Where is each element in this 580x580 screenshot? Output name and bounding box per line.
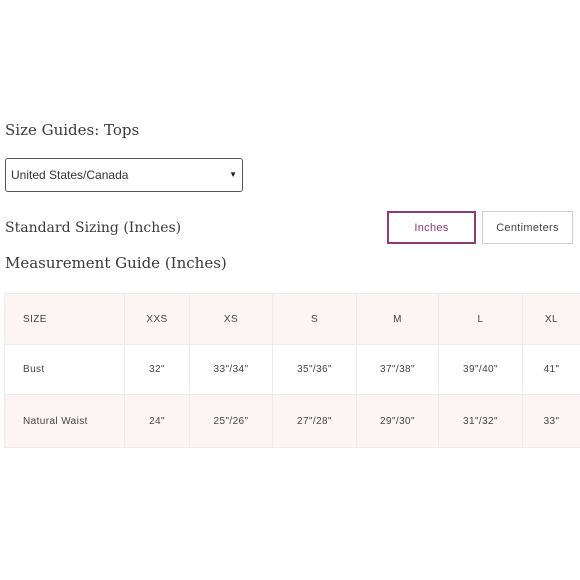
table-cell: 29"/30"	[357, 395, 439, 448]
centimeters-button[interactable]: Centimeters	[482, 211, 573, 244]
table-cell: 24"	[125, 395, 190, 448]
table-cell: 33"	[523, 395, 580, 448]
row-label: Bust	[5, 345, 125, 395]
table-header-cell: XS	[190, 294, 273, 345]
table-header-cell: XL	[523, 294, 580, 345]
table-header-cell: M	[357, 294, 439, 345]
table-header-cell: L	[439, 294, 523, 345]
table-cell: 39"/40"	[439, 345, 523, 395]
table-row	[5, 395, 580, 448]
table-cell: 32"	[125, 345, 190, 395]
table-cell: 25"/26"	[190, 395, 273, 448]
table-row	[5, 345, 580, 395]
sizing-title: Standard Sizing (Inches)	[5, 220, 182, 236]
region-select-value: United States/Canada	[11, 168, 129, 182]
caret-down-icon: ▼	[229, 170, 237, 179]
table-cell: 33"/34"	[190, 345, 273, 395]
table-cell: 37"/38"	[357, 345, 439, 395]
table-header-cell: XXS	[125, 294, 190, 345]
measurement-guide-title: Measurement Guide (Inches)	[5, 254, 227, 272]
table-cell: 31"/32"	[439, 395, 523, 448]
row-label: Natural Waist	[5, 395, 125, 448]
size-table	[4, 293, 580, 448]
table-cell: 35"/36"	[273, 345, 357, 395]
table-cell: 27"/28"	[273, 395, 357, 448]
table-header-row	[5, 294, 580, 345]
table-header-cell: S	[273, 294, 357, 345]
inches-button[interactable]: Inches	[387, 211, 476, 244]
page-title: Size Guides: Tops	[5, 121, 140, 139]
table-cell: 41"	[523, 345, 580, 395]
region-select[interactable]	[5, 158, 243, 192]
table-header-cell: SIZE	[5, 294, 125, 345]
